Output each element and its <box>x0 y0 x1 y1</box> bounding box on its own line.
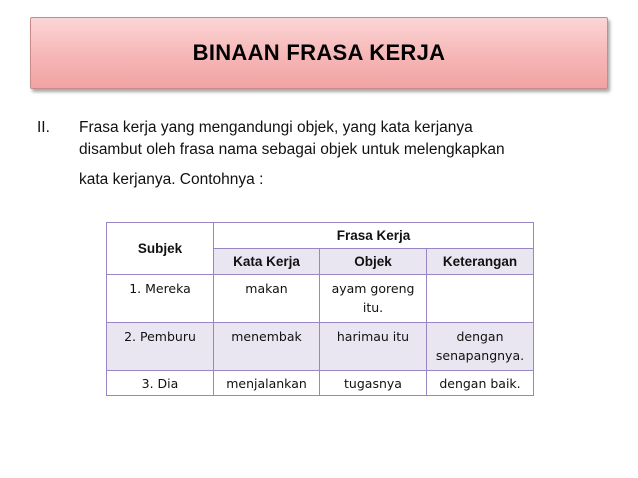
header-keterangan: Keterangan <box>427 249 534 275</box>
cell-objek: tugasnya <box>320 371 427 396</box>
cell-kata-kerja: menembak <box>214 323 320 371</box>
cell-keterangan: dengan senapangnya. <box>427 323 534 371</box>
header-objek: Objek <box>320 249 427 275</box>
cell-subjek: 2. Pemburu <box>107 323 214 371</box>
example-table <box>106 222 534 396</box>
table-row <box>107 275 534 323</box>
cell-kata-kerja: menjalankan <box>214 371 320 396</box>
paragraph-line: disambut oleh frasa nama sebagai objek untuk melengkapkan <box>79 141 505 158</box>
slide-title: BINAAN FRASA KERJA <box>192 40 446 65</box>
table-row <box>107 323 534 371</box>
paragraph-line: kata kerjanya. Contohnya : <box>79 171 264 188</box>
header-kata-kerja: Kata Kerja <box>214 249 320 275</box>
paragraph-text <box>79 117 599 191</box>
cell-keterangan <box>427 275 534 323</box>
section-number: II. <box>37 119 50 136</box>
cell-subjek: 3. Dia <box>107 371 214 396</box>
header-frasa-kerja: Frasa Kerja <box>214 223 534 249</box>
paragraph-line: Frasa kerja yang mengandungi objek, yang kata kerjanya <box>79 119 473 136</box>
title-banner <box>30 17 608 89</box>
cell-objek: ayam goreng itu. <box>320 275 427 323</box>
cell-keterangan: dengan baik. <box>427 371 534 396</box>
cell-objek: harimau itu <box>320 323 427 371</box>
table-row <box>107 371 534 396</box>
header-subjek: Subjek <box>107 223 214 275</box>
cell-subjek: 1. Mereka <box>107 275 214 323</box>
cell-kata-kerja: makan <box>214 275 320 323</box>
table-header-row <box>107 223 534 249</box>
